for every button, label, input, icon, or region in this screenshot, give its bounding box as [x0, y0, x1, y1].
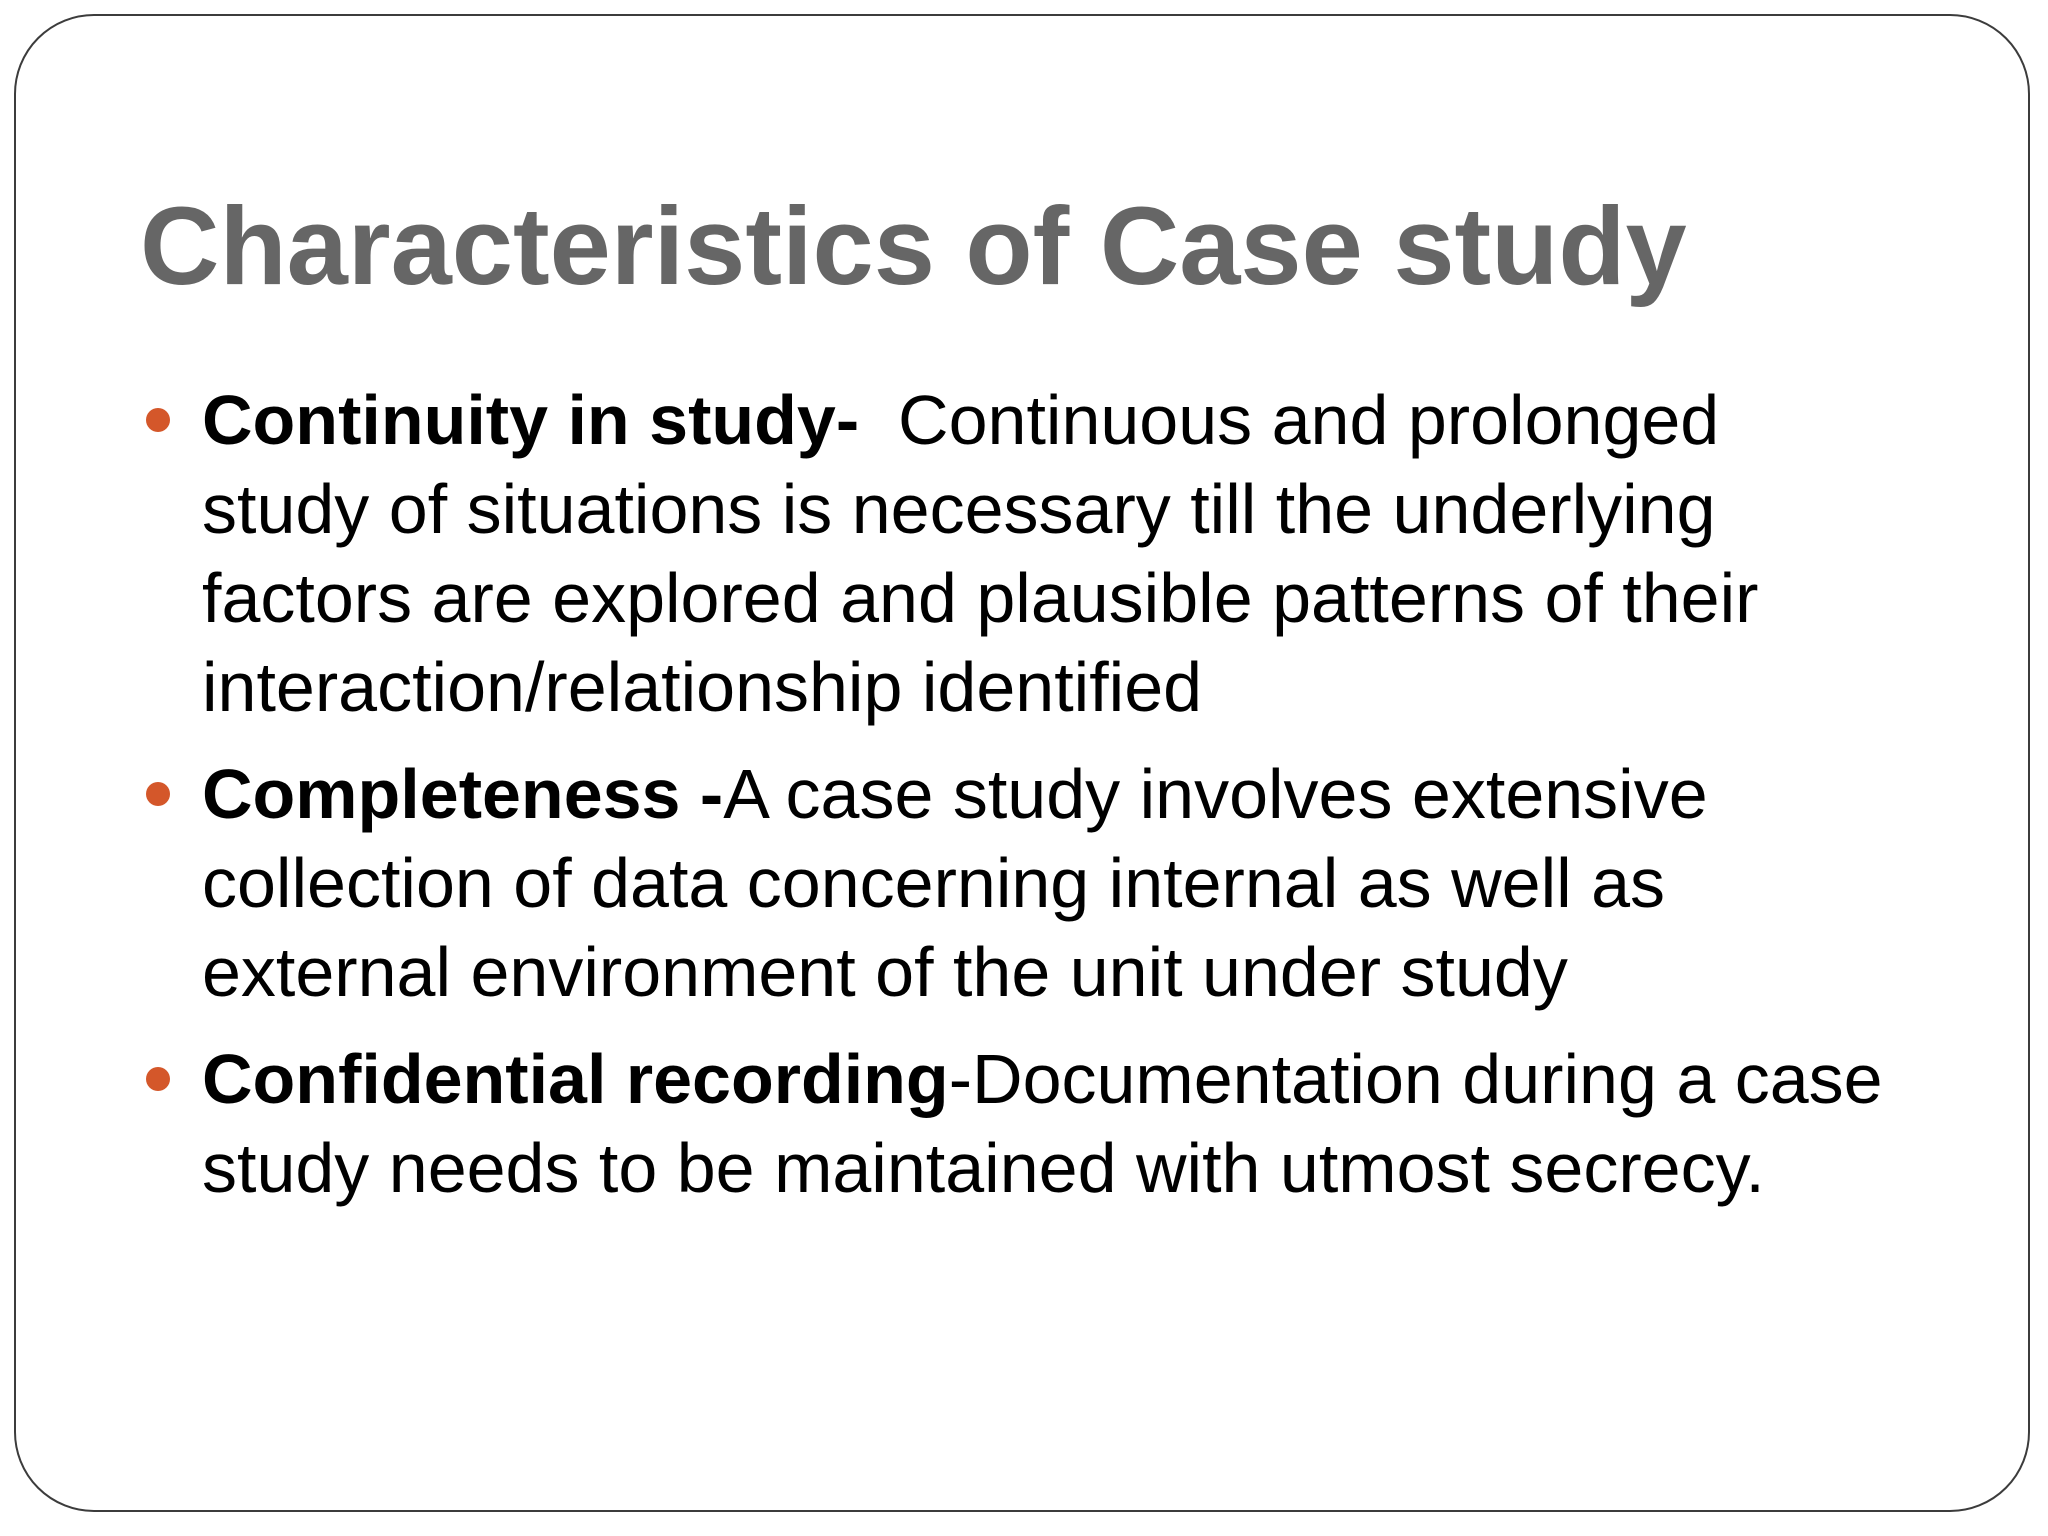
bullet-term: Continuity in study-: [202, 381, 860, 459]
slide-frame: [14, 14, 2030, 1512]
bullet-text: A case study involves extensive collection of data concerning internal as well as external environment of the unit under study: [202, 755, 1708, 1011]
bullet-dot-icon: [146, 408, 170, 432]
bullet-list: [140, 376, 1900, 1231]
bullet-text: -Documentation during a case study needs to be maintained with utmost secrecy.: [202, 1040, 1883, 1207]
bullet-dot-icon: [146, 1067, 170, 1091]
slide-title: Characteristics of Case study: [140, 185, 1687, 308]
bullet-text: Continuous and prolonged study of situations is necessary till the underlying factors are explored and plausible patterns of their interaction/relationship identified: [202, 381, 1778, 726]
bullet-item-continuity: [140, 376, 1900, 732]
bullet-dot-icon: [146, 782, 170, 806]
bullet-item-completeness: [140, 750, 1900, 1017]
bullet-term: Completeness -: [202, 755, 724, 833]
bullet-term: Confidential recording: [202, 1040, 949, 1118]
bullet-item-confidential: [140, 1035, 1900, 1213]
